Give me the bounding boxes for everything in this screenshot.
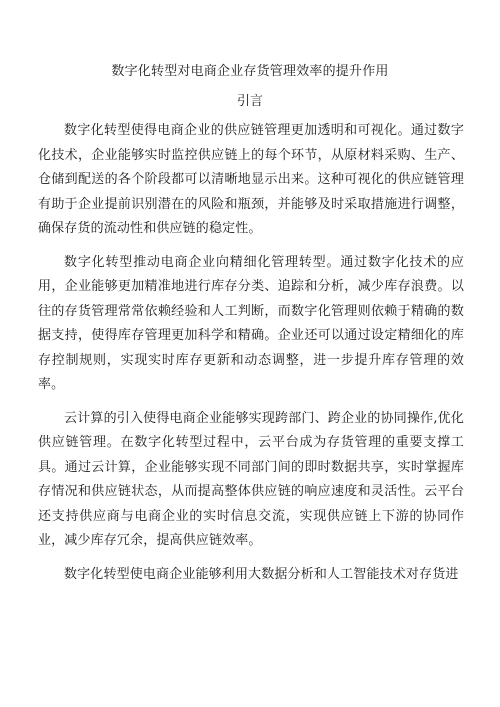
section-heading: 引言 — [236, 94, 263, 109]
document-body — [38, 119, 464, 596]
paragraph: 数字化转型推动电商企业向精细化管理转型。通过数字化技术的应用，企业能够更加精准地进行库存分类、追踪和分析，减少库存浪费。以往的存货管理常常依赖经验和人工判断，而数字化管理则依赖于精确的数据支持，使得库存管理更加科学和精确。企业还可以通过设定精细化的库存控制规则，实现实时库存更新和动态调整，进一步提升库存管理的效率。 — [38, 254, 464, 392]
paragraph: 数字化转型使得电商企业的供应链管理更加透明和可视化。通过数字化技术，企业能够实时监控供应链上的每个环节，从原材料采购、生产、仓储到配送的各个阶段都可以清晰地显示出来。这种可视化的供应链管理有助于企业提前识别潜在的风险和瓶颈，并能够及时采取措施进行调整，确保存货的流动性和供应链的稳定性。 — [38, 123, 464, 236]
paragraph: 云计算的引入使得电商企业能够实现跨部门、跨企业的协同操作,优化供应链管理。在数字化转型过程中，云平台成为存货管理的重要支撑工具。通过云计算，企业能够实现不同部门间的即时数据共享，实时掌握库存情况和供应链状态，从而提高整体供应链的响应速度和灵活性。云平台还支持供应商与电商企业的实时信息交流，实现供应链上下游的协同作业，减少库存冗余，提高供应链效率。 — [38, 410, 464, 548]
document-title: 数字化转型对电商企业存货管理效率的提升作用 — [111, 64, 389, 79]
paragraph: 数字化转型使电商企业能够利用大数据分析和人工智能技术对存货进 — [64, 566, 459, 582]
